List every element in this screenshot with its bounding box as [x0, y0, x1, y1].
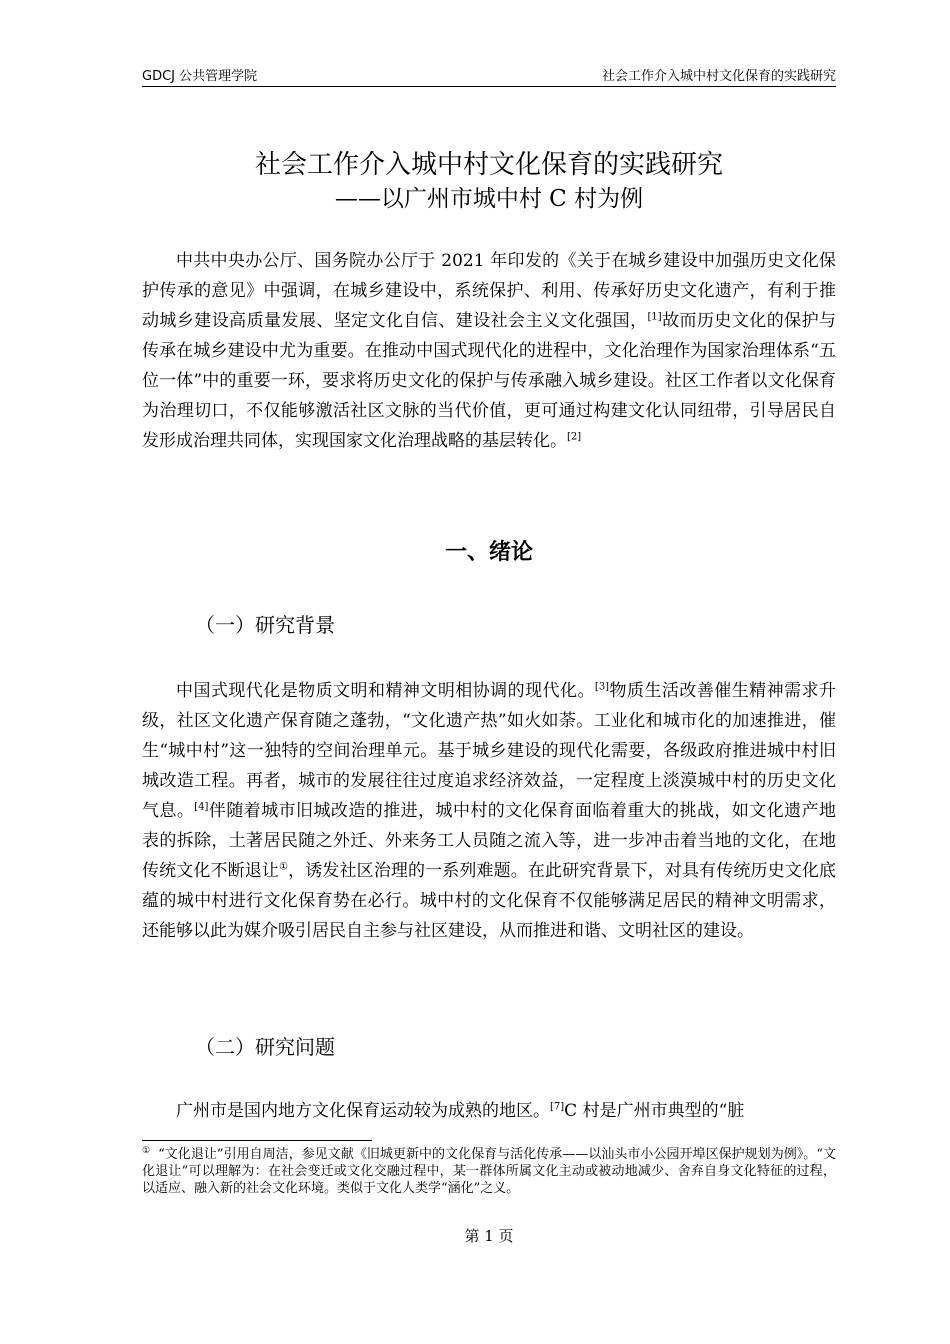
page-number: 第 1 页	[464, 1227, 514, 1245]
running-header	[142, 68, 836, 86]
paper-title: 社会工作介入城中村文化保育的实践研究	[254, 150, 723, 180]
background-text-2: 物质生活改善催生精神需求升级，社区文化遗产保育随之蓬勃，“文化遗产热”如火如荼。工业化和城市化的加速推进，催生“城中村”这一独特的空间治理单元。基于城乡建设的现代化需要，各级政府推进城中村旧城改造工程。再者，城市的发展往往过度追求经济效益，一定程度上淡漠城中村的历史文化气息。	[142, 681, 837, 821]
intro-text-1: 中共中央办公厅、国务院办公厅于 2021 年印发的《关于在城乡建设中加强历史文化保护传承的意见》中强调，在城乡建设中，系统保护、利用、传承好历史文化遗产，有利于推动城乡建设高质量发展、坚定文化自信、建设社会主义文化强国，	[142, 251, 836, 331]
header-paper-title: 社会工作介入城中村文化保育的实践研究	[601, 69, 836, 84]
questions-text-2: C 村是广州市典型的“脏	[564, 1101, 745, 1121]
intro-paragraph	[142, 246, 836, 456]
footnote-mark: ①	[142, 1145, 151, 1156]
footnote-text: “文化退让”引用自周洁，参见文献《旧城更新中的文化保育与活化传承——以汕头市小公园开埠区保护规划为例》。“文化退让”可以理解为：在社会变迁或文化交融过程中，某一群体所属文化主动或被动地减少、舍弃自身文化特征的过程，以适应、融入新的社会文化环境。类似于文化人类学“涵化”之义。	[142, 1147, 836, 1196]
citation-2: [2]	[567, 431, 582, 443]
background-paragraph	[142, 676, 836, 946]
citation-7: [7]	[550, 1101, 565, 1113]
questions-paragraph	[142, 1096, 836, 1126]
subsection-heading-questions: （二）研究问题	[195, 1035, 335, 1059]
paper-subtitle: ——以广州市城中村 C 村为例	[334, 186, 644, 212]
intro-text-2: 故而历史文化的保护与传承在城乡建设中尤为重要。在推动中国式现代化的进程中，文化治理作为国家治理体系“五位一体”中的重要一环，要求将历史文化的保护与传承融入城乡建设。社区工作者以文化保育为治理切口，不仅能够激活社区文脉的当代价值，更可通过构建文化认同纽带，引导居民自发形成治理共同体，实现国家文化治理战略的基层转化。	[142, 311, 837, 451]
citation-3: [3]	[594, 681, 610, 693]
header-rule	[142, 86, 836, 87]
footnote-ref-1[interactable]: ①	[279, 861, 289, 873]
citation-4: [4]	[194, 801, 209, 813]
footnote-rule	[142, 1140, 372, 1141]
section-heading-introduction: 一、绪论	[444, 540, 533, 565]
header-institution: GDCJ 公共管理学院	[142, 69, 258, 84]
questions-text-1: 广州市是国内地方文化保育运动较为成熟的地区。	[176, 1101, 550, 1121]
footnote	[142, 1146, 836, 1197]
background-text-3: 伴随着城市旧城改造的推进，城中村的文化保育面临着重大的挑战，如文化遗产地表的拆除，土著居民随之外迁、外来务工人员随之流入等，进一步冲击着当地的文化，在地传统文化不断退让	[142, 801, 837, 881]
background-text-1: 中国式现代化是物质文明和精神文明相协调的现代化。	[176, 681, 595, 701]
background-text-4: ，诱发社区治理的一系列难题。在此研究背景下，对具有传统历史文化底蕴的城中村进行文化保育势在必行。城中村的文化保育不仅能够满足居民的精神文明需求，还能够以此为媒介吸引居民自主参与社区建设，从而推进和谐、文明社区的建设。	[142, 861, 837, 941]
subsection-heading-background: （一）研究背景	[195, 613, 335, 637]
citation-1: [1]	[647, 311, 662, 323]
